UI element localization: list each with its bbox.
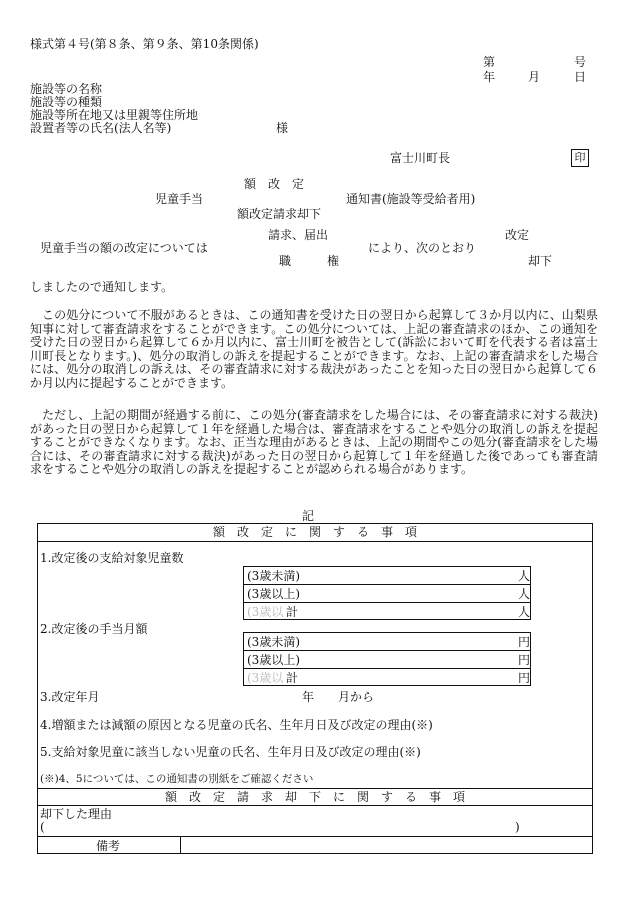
intro-end: しましたので通知します。 bbox=[30, 280, 174, 294]
intro-lead: 児童手当の額の改定については bbox=[40, 241, 208, 255]
intro-res-top: 改定 bbox=[505, 228, 530, 242]
amount-row-under3: (3歳未満) bbox=[247, 635, 300, 649]
item1-label: 1.改定後の支給対象児童数 bbox=[40, 551, 184, 565]
amount-row-over3-unit: 円 bbox=[518, 653, 531, 667]
date-day: 日 bbox=[574, 70, 587, 84]
ki-label: 記 bbox=[302, 509, 315, 523]
addressee-honorific: 様 bbox=[276, 121, 289, 135]
title-top: 額 改 定 bbox=[244, 177, 305, 191]
amount-row-total: 計 bbox=[286, 671, 299, 685]
amount-row-over3: (3歳以上) bbox=[247, 653, 300, 667]
children-row-total-unit: 人 bbox=[518, 605, 531, 619]
issuer-name: 富士川町長 bbox=[390, 151, 451, 165]
addressee-line4: 設置者等の氏名(法人名等) bbox=[30, 121, 172, 135]
paragraph-appeal: この処分について不服があるときは、この通知書を受けた日の翌日から起算して３か月以内に、山梨県知事に対して審査請求をすることができます。この処分については、上記の審査請求のほか、この通知を受けた日の翌日から起算して６か月以内に、富士川町を被告として(訴訟において町を代表する者は富士川町長となります。)、処分の取消しの訴えを提起することができます。なお、上記の審査請求をした場合には、処分の取消しの訴えは、その審査請求に対する裁決があったことを知った日の翌日から起算して６か月以内に提起することができます。 bbox=[30, 308, 598, 390]
children-row-total-hint: (3歳以 bbox=[247, 605, 284, 619]
intro-res-bottom: 却下 bbox=[528, 254, 553, 268]
children-row-over3: (3歳以上) bbox=[247, 587, 300, 601]
section2-header: 額 改 定 請 求 却 下 に 関 す る 事 項 bbox=[164, 790, 465, 804]
children-row-over3-unit: 人 bbox=[518, 587, 531, 601]
amount-row-total-hint: (3歳以 bbox=[247, 671, 284, 685]
reason-label: 却下した理由 bbox=[40, 807, 113, 821]
item4-label: 4.増額または減額の原因となる児童の氏名、生年月日及び改定の理由(※) bbox=[40, 718, 433, 732]
form-number: 様式第４号(第８条、第９条、第10条関係) bbox=[30, 37, 259, 51]
item2-label: 2.改定後の手当月額 bbox=[40, 622, 148, 636]
title-bottom: 額改定請求却下 bbox=[237, 207, 322, 221]
children-row-total: 計 bbox=[286, 605, 299, 619]
section1-header: 額 改 定 に 関 す る 事 項 bbox=[212, 525, 417, 539]
date-month: 月 bbox=[528, 70, 541, 84]
children-row-under3: (3歳未満) bbox=[247, 569, 300, 583]
reason-paren-open: ( bbox=[40, 820, 45, 834]
doc-no-dai: 第 bbox=[483, 55, 496, 69]
doc-no-go: 号 bbox=[574, 55, 587, 69]
item3-label: 3.改定年月 bbox=[40, 690, 100, 704]
intro-opt-bottom: 職 権 bbox=[279, 254, 340, 268]
children-row-under3-unit: 人 bbox=[518, 569, 531, 583]
footnote: (※)4、5については、この通知書の別紙をご確認ください bbox=[40, 773, 314, 785]
amount-row-under3-unit: 円 bbox=[518, 635, 531, 649]
paragraph-proviso: ただし、上記の期間が経過する前に、この処分(審査請求をした場合には、その審査請求に対する裁決)があった日の翌日から起算して１年を経過した場合は、審査請求をすることや処分の取消しの訴えを提起することができなくなります。なお、正当な理由があるときは、上記の期間やこの処分(審査請求をした場合には、その審査請求に対する裁決)があった日の翌日から起算して１年を経過した後であっても審査請求をすることや処分の取消しの訴えを提起することが認められる場合があります。 bbox=[30, 408, 598, 477]
amount-row-total-unit: 円 bbox=[518, 671, 531, 685]
date-year: 年 bbox=[483, 70, 496, 84]
title-left: 児童手当 bbox=[155, 192, 204, 206]
remarks-label: 備考 bbox=[96, 839, 121, 853]
intro-mid: により、次のとおり bbox=[368, 241, 477, 255]
item5-label: 5.支給対象児童に該当しない児童の氏名、生年月日及び改定の理由(※) bbox=[40, 745, 421, 759]
seal-stamp: 印 bbox=[571, 149, 589, 167]
title-right: 通知書(施設等受給者用) bbox=[346, 192, 476, 206]
intro-opt-top: 請求、届出 bbox=[268, 228, 329, 242]
item3-value: 年 月から bbox=[302, 690, 375, 704]
reason-paren-close: ) bbox=[515, 820, 520, 834]
addressee-line2: 施設等の種類 bbox=[30, 95, 103, 109]
addressee-line3: 施設等所在地又は里親等住所地 bbox=[30, 108, 199, 122]
addressee-line1: 施設等の名称 bbox=[30, 82, 103, 96]
